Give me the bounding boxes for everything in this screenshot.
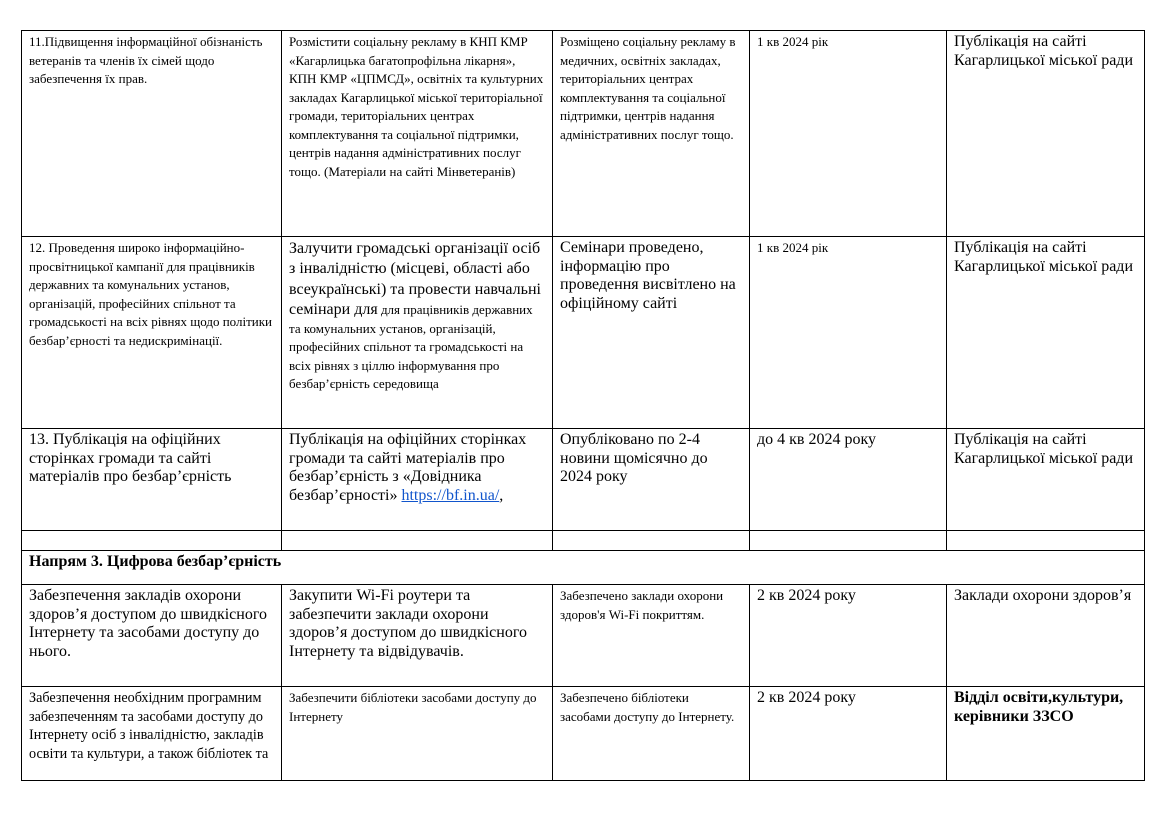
task-cell: 13. Публікація на офіційних сторінках громади та сайті матеріалів про безбар’єрність: [22, 429, 282, 531]
plan-table: [21, 30, 1145, 781]
table-row: [22, 585, 1145, 687]
table-row: [22, 237, 1145, 429]
action-cell: [282, 237, 553, 429]
responsible-cell: Публікація на сайті Кагарлицької міської ради: [947, 429, 1145, 531]
action-text: Публікація на офіційних сторінках громади та сайті матеріалів про безбар’єрність з «Довідника безбар’єрності»: [289, 431, 527, 504]
task-cell: Забезпечення необхідним програмним забезпеченням та засобами доступу до Інтернету осіб з інвалідністю, закладів освіти та культури, а також бібліотек та: [22, 687, 282, 781]
responsible-cell: Публікація на сайті Кагарлицької міської ради: [947, 31, 1145, 237]
result-cell: Розміщено соціальну рекламу в медичних, освітніх закладах, територіальних центрах комплектування та соціальної підтримки, центрів надання адміністративних послуг тощо.: [553, 31, 750, 237]
section-title: Напрям 3. Цифрова безбар’єрність: [22, 551, 1145, 585]
link-suffix: ,: [499, 486, 504, 504]
empty-cell: [947, 531, 1145, 551]
term-cell: 1 кв 2024 рік: [750, 237, 947, 429]
responsible-cell: Заклади охорони здоров’я: [947, 585, 1145, 687]
action-rest-text: для працівників державних та комунальних установ, організацій, професійних спільнот та громадськості на всіх рівнях з ціллю інформування про безбар’єрність середовища: [289, 301, 533, 392]
task-cell: 11.Підвищення інформаційної обізнаність ветеранів та членів їх сімей щодо забезпечення їх прав.: [22, 31, 282, 237]
term-cell: 2 кв 2024 року: [750, 585, 947, 687]
result-cell: Забезпечено бібліотеки засобами доступу до Інтернету.: [553, 687, 750, 781]
term-cell: 1 кв 2024 рік: [750, 31, 947, 237]
term-cell: до 4 кв 2024 року: [750, 429, 947, 531]
action-cell: Розмістити соціальну рекламу в КНП КМР «Кагарлицька багатопрофільна лікарня», КПН КМР «ЦПМСД», освітніх та культурних закладах Кагарлицької міської територіальної громади, територіальних центрах комплектування та соціальної підтримки, центрів надання адміністративних послуг тощо. (Матеріали на сайті Мінветеранів): [282, 31, 553, 237]
task-cell: Забезпечення закладів охорони здоров’я доступом до швидкісного Інтернету та засобами доступу до нього.: [22, 585, 282, 687]
responsible-cell: Публікація на сайті Кагарлицької міської ради: [947, 237, 1145, 429]
table-row: [22, 687, 1145, 781]
section-row: [22, 551, 1145, 585]
action-cell: Закупити Wi-Fi роутери та забезпечити заклади охорони здоров’я доступом до швидкісного Інтернету та відвідувачів.: [282, 585, 553, 687]
task-cell: 12. Проведення широко інформаційно-просвітницької кампанії для працівників державних та комунальних установ, організацій, професійних спільнот та громадськості на всіх рівнях щодо політики безбар’єрності та недискримінації.: [22, 237, 282, 429]
table-row: [22, 429, 1145, 531]
term-cell: 2 кв 2024 року: [750, 687, 947, 781]
responsible-cell: Відділ освіти,культури, керівники ЗЗСО: [947, 687, 1145, 781]
empty-cell: [22, 531, 282, 551]
table-row: [22, 31, 1145, 237]
result-cell: Семінари проведено, інформацію про проведення висвітлено на офіційному сайті: [553, 237, 750, 429]
empty-row: [22, 531, 1145, 551]
result-cell: Забезпечено заклади охорони здоров'я Wi-Fi покриттям.: [553, 585, 750, 687]
empty-cell: [553, 531, 750, 551]
bf-link[interactable]: https://bf.in.ua/: [401, 486, 500, 504]
action-cell: Забезпечити бібліотеки засобами доступу до Інтернету: [282, 687, 553, 781]
empty-cell: [750, 531, 947, 551]
action-cell: [282, 429, 553, 531]
empty-cell: [282, 531, 553, 551]
action-lead-text: Залучити громадські організації осіб з інвалідністю (місцеві, області або всеукраїнські) та провести навчальні семінари для: [289, 240, 541, 318]
result-cell: Опубліковано по 2-4 новини щомісячно до 2024 року: [553, 429, 750, 531]
